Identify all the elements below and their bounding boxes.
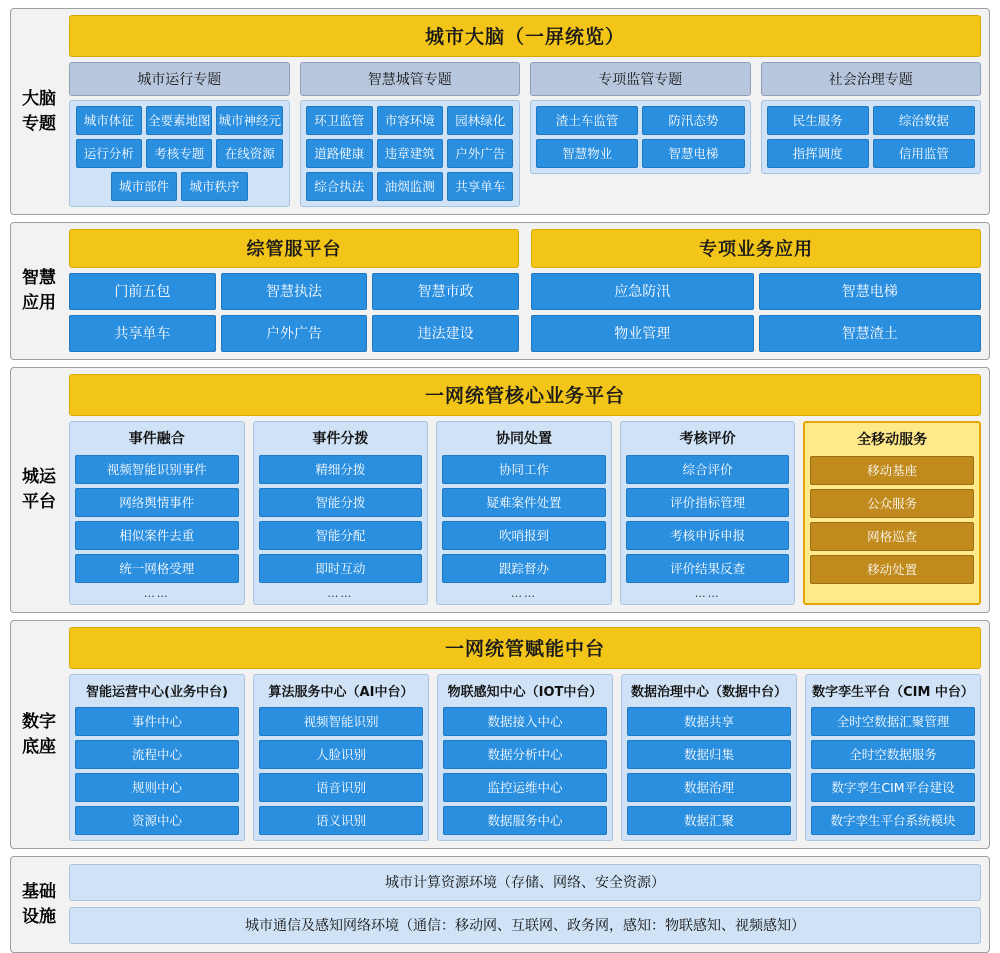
core-platform-title: 一网统管核心业务平台	[69, 374, 981, 416]
band-brain-body	[67, 9, 989, 214]
infrastructure-row-compute[interactable]: 城市计算资源环境（存储、网络、安全资源）	[69, 864, 981, 901]
core-item[interactable]: 相似案件去重	[75, 521, 239, 550]
core-column-event-dispatch	[253, 421, 429, 605]
core-item[interactable]: 评价指标管理	[626, 488, 790, 517]
core-item[interactable]: 疑难案件处置	[442, 488, 606, 517]
brain-column-head[interactable]: 专项监管专题	[530, 62, 751, 96]
band-brain-label	[11, 9, 67, 214]
apps-grid	[531, 273, 981, 352]
base-item[interactable]: 数据接入中心	[443, 707, 607, 736]
base-columns	[69, 674, 981, 841]
band-digital-foundation-label	[11, 621, 67, 848]
brain-chip[interactable]: 环卫监管	[306, 106, 372, 135]
brain-title: 城市大脑（一屏统览）	[69, 15, 981, 57]
band-smart-applications	[10, 222, 990, 360]
brain-column-head[interactable]: 智慧城管专题	[300, 62, 521, 96]
core-item[interactable]: 协同工作	[442, 455, 606, 484]
base-item[interactable]: 资源中心	[75, 806, 239, 835]
brain-chip[interactable]: 运行分析	[76, 139, 142, 168]
base-item[interactable]: 数据分析中心	[443, 740, 607, 769]
brain-chip[interactable]: 民生服务	[767, 106, 869, 135]
brain-column-head[interactable]: 城市运行专题	[69, 62, 290, 96]
core-more-indicator: ……	[510, 587, 537, 600]
brain-chip[interactable]: 防汛态势	[642, 106, 744, 135]
band-digital-foundation-body	[67, 621, 989, 848]
core-item[interactable]: 智能分配	[259, 521, 423, 550]
base-column-title: 智能运营中心(业务中台)	[86, 685, 228, 700]
band-base-label-line2: 底座	[22, 736, 56, 757]
apps-column-title: 综管服平台	[69, 229, 519, 268]
brain-column-special-supervision	[530, 62, 751, 207]
base-item[interactable]: 视频智能识别	[259, 707, 423, 736]
base-item[interactable]: 语义识别	[259, 806, 423, 835]
core-more-indicator	[810, 588, 974, 591]
core-column-title: 全移动服务	[857, 432, 928, 448]
base-column-title: 数字孪生平台（CIM 中台）	[812, 685, 974, 700]
brain-chip[interactable]: 油烟监测	[377, 172, 443, 201]
core-item[interactable]: 跟踪督办	[442, 554, 606, 583]
brain-chip[interactable]: 综治数据	[873, 106, 975, 135]
core-column-title: 考核评价	[679, 431, 736, 447]
brain-chip[interactable]: 全要素地图	[146, 106, 212, 135]
base-item[interactable]: 数字孪生CIM平台建设	[811, 773, 975, 802]
band-infrastructure-label	[11, 857, 67, 952]
core-column-title: 事件分拨	[312, 431, 369, 447]
base-column-title: 物联感知中心（IOT中台）	[447, 685, 603, 700]
apps-column-special-business	[531, 229, 981, 352]
core-column-assessment	[620, 421, 796, 605]
brain-chip[interactable]: 考核专题	[146, 139, 212, 168]
base-item[interactable]: 语音识别	[259, 773, 423, 802]
brain-column-items	[69, 100, 290, 207]
base-column-business-midplatform	[69, 674, 245, 841]
base-item[interactable]: 监控运维中心	[443, 773, 607, 802]
base-item[interactable]: 规则中心	[75, 773, 239, 802]
base-column-ai-midplatform	[253, 674, 429, 841]
base-item[interactable]: 数据治理	[627, 773, 791, 802]
base-column-data-midplatform	[621, 674, 797, 841]
band-core-platform	[10, 367, 990, 613]
band-infrastructure	[10, 856, 990, 953]
base-column-iot-midplatform	[437, 674, 613, 841]
brain-chip[interactable]: 城市秩序	[181, 172, 247, 201]
band-smart-applications-label	[11, 223, 67, 359]
band-brain	[10, 8, 990, 215]
band-apps-label-line2: 应用	[22, 293, 56, 313]
brain-chip[interactable]: 户外广告	[447, 139, 513, 168]
app-chip[interactable]: 户外广告	[221, 315, 368, 352]
brain-column-head[interactable]: 社会治理专题	[761, 62, 982, 96]
brain-columns	[69, 62, 981, 207]
brain-column-items	[530, 100, 751, 174]
apps-column-title: 专项业务应用	[531, 229, 981, 268]
base-item[interactable]: 数字孪生平台系统模块	[811, 806, 975, 835]
core-column-full-mobile-service	[803, 421, 981, 605]
core-item[interactable]: 综合评价	[626, 455, 790, 484]
app-chip[interactable]: 智慧电梯	[759, 273, 982, 310]
band-infra-label-line1: 基础	[22, 881, 56, 902]
core-item[interactable]: 评价结果反查	[626, 554, 790, 583]
brain-chip[interactable]: 智慧电梯	[642, 139, 744, 168]
core-column-collaborative-handling	[436, 421, 612, 605]
base-item[interactable]: 事件中心	[75, 707, 239, 736]
band-core-platform-body	[67, 368, 989, 612]
app-chip[interactable]: 智慧市政	[372, 273, 519, 310]
base-item[interactable]: 数据归集	[627, 740, 791, 769]
brain-column-social-governance	[761, 62, 982, 207]
app-chip[interactable]: 共享单车	[69, 315, 216, 352]
core-item[interactable]: 吹哨报到	[442, 521, 606, 550]
base-column-title: 算法服务中心（AI中台）	[268, 685, 414, 700]
core-more-indicator: ……	[694, 587, 721, 600]
base-column-cim-platform	[805, 674, 981, 841]
core-column-title: 事件融合	[128, 431, 185, 447]
band-core-platform-label	[11, 368, 67, 612]
core-item[interactable]: 考核申诉申报	[626, 521, 790, 550]
band-smart-applications-body	[67, 223, 989, 359]
band-infrastructure-body	[67, 857, 989, 952]
core-more-indicator: ……	[327, 587, 354, 600]
base-item[interactable]: 全时空数据服务	[811, 740, 975, 769]
base-item[interactable]: 全时空数据汇聚管理	[811, 707, 975, 736]
base-column-title: 数据治理中心（数据中台）	[630, 685, 787, 700]
app-chip[interactable]: 违法建设	[372, 315, 519, 352]
band-brain-label-line2: 专题	[22, 113, 56, 134]
core-item[interactable]: 视频智能识别事件	[75, 455, 239, 484]
apps-column-integrated-platform	[69, 229, 519, 352]
app-chip[interactable]: 应急防汛	[531, 273, 754, 310]
brain-chip[interactable]: 违章建筑	[377, 139, 443, 168]
brain-chip[interactable]: 共享单车	[447, 172, 513, 201]
core-item[interactable]: 即时互动	[259, 554, 423, 583]
core-item[interactable]: 统一网格受理	[75, 554, 239, 583]
brain-chip[interactable]: 园林绿化	[447, 106, 513, 135]
brain-column-smart-city-management	[300, 62, 521, 207]
core-item[interactable]: 网格巡查	[810, 522, 974, 551]
brain-chip[interactable]: 信用监管	[873, 139, 975, 168]
app-chip[interactable]: 物业管理	[531, 315, 754, 352]
core-column-title: 协同处置	[495, 431, 552, 447]
band-core-label-line1: 城运	[22, 467, 56, 488]
base-item[interactable]: 人脸识别	[259, 740, 423, 769]
core-item[interactable]: 网络舆情事件	[75, 488, 239, 517]
brain-column-items	[761, 100, 982, 174]
brain-chip[interactable]: 城市体征	[76, 106, 142, 135]
brain-chip[interactable]: 城市部件	[111, 172, 177, 201]
apps-grid	[69, 273, 519, 352]
base-item[interactable]: 数据共享	[627, 707, 791, 736]
band-core-label-line2: 平台	[22, 492, 56, 512]
brain-chip[interactable]: 智慧物业	[536, 139, 638, 168]
brain-chip[interactable]: 道路健康	[306, 139, 372, 168]
apps-columns	[69, 229, 981, 352]
brain-chip[interactable]: 在线资源	[216, 139, 282, 168]
brain-chip[interactable]: 指挥调度	[767, 139, 869, 168]
brain-chip[interactable]: 综合执法	[306, 172, 372, 201]
base-item[interactable]: 流程中心	[75, 740, 239, 769]
core-item[interactable]: 公众服务	[810, 489, 974, 518]
brain-column-city-operation	[69, 62, 290, 207]
base-item[interactable]: 数据服务中心	[443, 806, 607, 835]
brain-chip[interactable]: 城市神经元	[216, 106, 282, 135]
core-item[interactable]: 移动处置	[810, 555, 974, 584]
band-digital-foundation	[10, 620, 990, 849]
band-brain-label-line1: 大脑	[22, 88, 56, 109]
core-column-event-fusion	[69, 421, 245, 605]
base-item[interactable]: 数据汇聚	[627, 806, 791, 835]
core-item[interactable]: 移动基座	[810, 456, 974, 485]
band-infra-label-line2: 设施	[22, 906, 56, 927]
brain-chip[interactable]: 渣土车监管	[536, 106, 638, 135]
core-item[interactable]: 精细分拨	[259, 455, 423, 484]
brain-chip[interactable]: 市容环境	[377, 106, 443, 135]
core-item[interactable]: 智能分拨	[259, 488, 423, 517]
band-base-label-line1: 数字	[22, 711, 56, 732]
app-chip[interactable]: 智慧渣土	[759, 315, 982, 352]
infrastructure-row-network[interactable]: 城市通信及感知网络环境（通信：移动网、互联网、政务网，感知：物联感知、视频感知）	[69, 907, 981, 944]
app-chip[interactable]: 门前五包	[69, 273, 216, 310]
core-more-indicator: ……	[143, 587, 170, 600]
enabling-midplatform-title: 一网统管赋能中台	[69, 627, 981, 669]
core-columns	[69, 421, 981, 605]
band-apps-label-line1: 智慧	[22, 268, 56, 289]
app-chip[interactable]: 智慧执法	[221, 273, 368, 310]
brain-column-items	[300, 100, 521, 207]
